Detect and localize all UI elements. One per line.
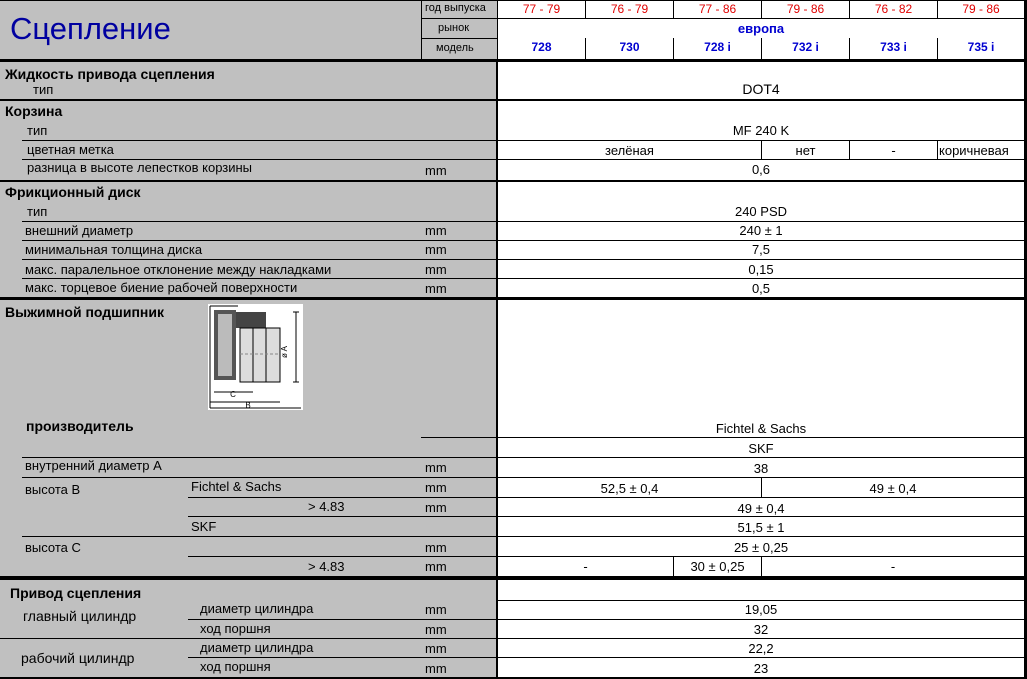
year-cell: 77 - 79 — [522, 2, 561, 16]
unit-label: mm — [425, 661, 447, 676]
inner-diameter-label: внутренний диаметр A — [25, 458, 162, 473]
basket-color-value: коричневая — [939, 143, 1009, 158]
skf-value: 51,5 ± 1 — [737, 520, 785, 535]
disc-parallel-label: макс. паралельное отклонение между накладками — [25, 262, 332, 277]
fs-value: 49 ± 0,4 — [869, 481, 917, 496]
separator — [0, 297, 1027, 300]
height-b-label: высота B — [25, 482, 81, 497]
height-c-label: высота C — [25, 540, 81, 555]
row-line — [498, 600, 1027, 601]
basket-color-value: зелёная — [605, 143, 654, 158]
release-bearing-diagram — [208, 304, 303, 410]
row-line — [188, 556, 1027, 557]
disc-thick-label: минимальная толщина диска — [25, 242, 203, 257]
row-line — [22, 457, 1027, 458]
row-line — [22, 140, 1027, 141]
header-line — [421, 18, 1027, 19]
master-cylinder-label: главный цилиндр — [23, 608, 137, 624]
outer-border-top — [0, 0, 1027, 1]
unit-label: mm — [425, 602, 447, 617]
year-cell: 77 - 86 — [698, 2, 737, 16]
height-c-value: 25 ± 0,25 — [733, 540, 789, 555]
fluid-type-value: DOT4 — [742, 81, 780, 97]
section-heading-basket: Корзина — [5, 103, 63, 119]
unit-label: mm — [425, 163, 447, 178]
master-stroke-label: ход поршня — [200, 621, 271, 636]
model-cell: 728 i — [704, 40, 731, 54]
year-cell: 79 - 86 — [962, 2, 1000, 16]
year-cell: 76 - 82 — [874, 2, 913, 16]
header-line — [421, 38, 497, 39]
basket-color-value: - — [891, 143, 896, 158]
fs-label: Fichtel & Sachs — [191, 479, 282, 494]
row-line — [22, 221, 1027, 222]
disc-runout-value: 0,5 — [751, 281, 771, 296]
unit-label: mm — [425, 641, 447, 656]
slave-cylinder-label: рабочий цилиндр — [21, 650, 135, 666]
market-label: рынок — [438, 22, 470, 34]
slave-bore-label: диаметр цилиндра — [200, 640, 314, 655]
year-label: год выпуска — [425, 2, 486, 14]
model-cell: 728 — [531, 40, 552, 54]
disc-runout-label: макс. торцевое биение рабочей поверхности — [25, 280, 298, 295]
separator — [0, 99, 1027, 101]
inner-diameter-value: 38 — [753, 461, 769, 476]
master-bore-label: диаметр цилиндра — [200, 601, 314, 616]
diagram-label-a: ø A — [280, 345, 289, 359]
model-cell: 732 i — [792, 40, 819, 54]
master-bore-value: 19,05 — [744, 602, 778, 617]
basket-type-value: MF 240 K — [732, 123, 790, 138]
row-line — [22, 240, 1027, 241]
disc-outer-label: внешний диаметр — [25, 223, 134, 238]
model-cell: 733 i — [880, 40, 907, 54]
section-heading-drive: Привод сцепления — [10, 585, 142, 601]
unit-label: mm — [425, 242, 447, 257]
unit-label: mm — [425, 540, 447, 555]
disc-type-value: 240 PSD — [734, 204, 788, 219]
column-divider — [421, 0, 422, 59]
diagram-label-c: C — [230, 390, 236, 399]
separator — [0, 180, 1027, 182]
skf-label: SKF — [191, 519, 217, 534]
year-cell: 76 - 79 — [610, 2, 649, 16]
diagram-label-b: B — [245, 401, 251, 410]
row-line — [188, 657, 1027, 658]
c-sub-value: 30 ± 0,25 — [690, 559, 745, 574]
unit-label: mm — [425, 281, 447, 296]
year-cell: 79 - 86 — [786, 2, 825, 16]
cell-divider — [937, 140, 938, 159]
fs-value: 52,5 ± 0,4 — [600, 481, 659, 496]
basket-height-value: 0,6 — [751, 162, 771, 177]
separator — [0, 59, 1027, 62]
slave-bore-value: 22,2 — [748, 641, 774, 656]
master-stroke-value: 32 — [753, 622, 769, 637]
model-cell: 730 — [619, 40, 640, 54]
unit-label: mm — [425, 622, 447, 637]
basket-type-label: тип — [27, 123, 48, 138]
row-line — [22, 477, 1027, 478]
disc-type-label: тип — [27, 204, 48, 219]
maker-value: SKF — [748, 441, 774, 456]
unit-label: mm — [425, 262, 447, 277]
row-line — [188, 619, 1027, 620]
unit-label: mm — [425, 480, 447, 495]
fs-sub-label: > 4.83 — [308, 499, 345, 514]
unit-label: mm — [425, 223, 447, 238]
section-heading-bearing: Выжимной подшипник — [5, 304, 164, 320]
row-line — [0, 638, 1027, 639]
section-heading-disc: Фрикционный диск — [5, 184, 141, 200]
maker-label: производитель — [26, 418, 134, 434]
unit-label: mm — [425, 460, 447, 475]
c-sub-label: > 4.83 — [308, 559, 345, 574]
maker-value: Fichtel & Sachs — [715, 421, 807, 436]
disc-outer-value: 240 ± 1 — [739, 223, 783, 238]
row-line — [22, 278, 1027, 279]
model-cell: 735 i — [967, 40, 995, 54]
fluid-type-label: тип — [33, 82, 54, 97]
model-label: модель — [436, 42, 474, 54]
separator — [0, 576, 1027, 580]
unit-label: mm — [425, 500, 447, 515]
basket-color-label: цветная метка — [27, 142, 114, 157]
row-line — [421, 437, 1027, 438]
disc-thick-value: 7,5 — [751, 242, 771, 257]
unit-label: mm — [425, 559, 447, 574]
section-heading-fluid: Жидкость привода сцепления — [5, 66, 215, 82]
basket-color-value: нет — [795, 143, 816, 158]
c-sub-value: - — [890, 559, 896, 574]
row-line — [22, 536, 1027, 537]
page-title: Сцепление — [10, 11, 171, 46]
row-line — [22, 259, 1027, 260]
row-line — [188, 497, 1027, 498]
row-line — [188, 516, 1027, 517]
fs-sub-value: 49 ± 0,4 — [737, 501, 785, 516]
market-value: европа — [737, 21, 785, 36]
slave-stroke-value: 23 — [753, 661, 769, 676]
disc-parallel-value: 0,15 — [748, 262, 774, 277]
slave-stroke-label: ход поршня — [200, 659, 271, 674]
c-sub-value: - — [583, 559, 588, 574]
basket-height-label: разница в высоте лепестков корзины — [27, 160, 253, 175]
